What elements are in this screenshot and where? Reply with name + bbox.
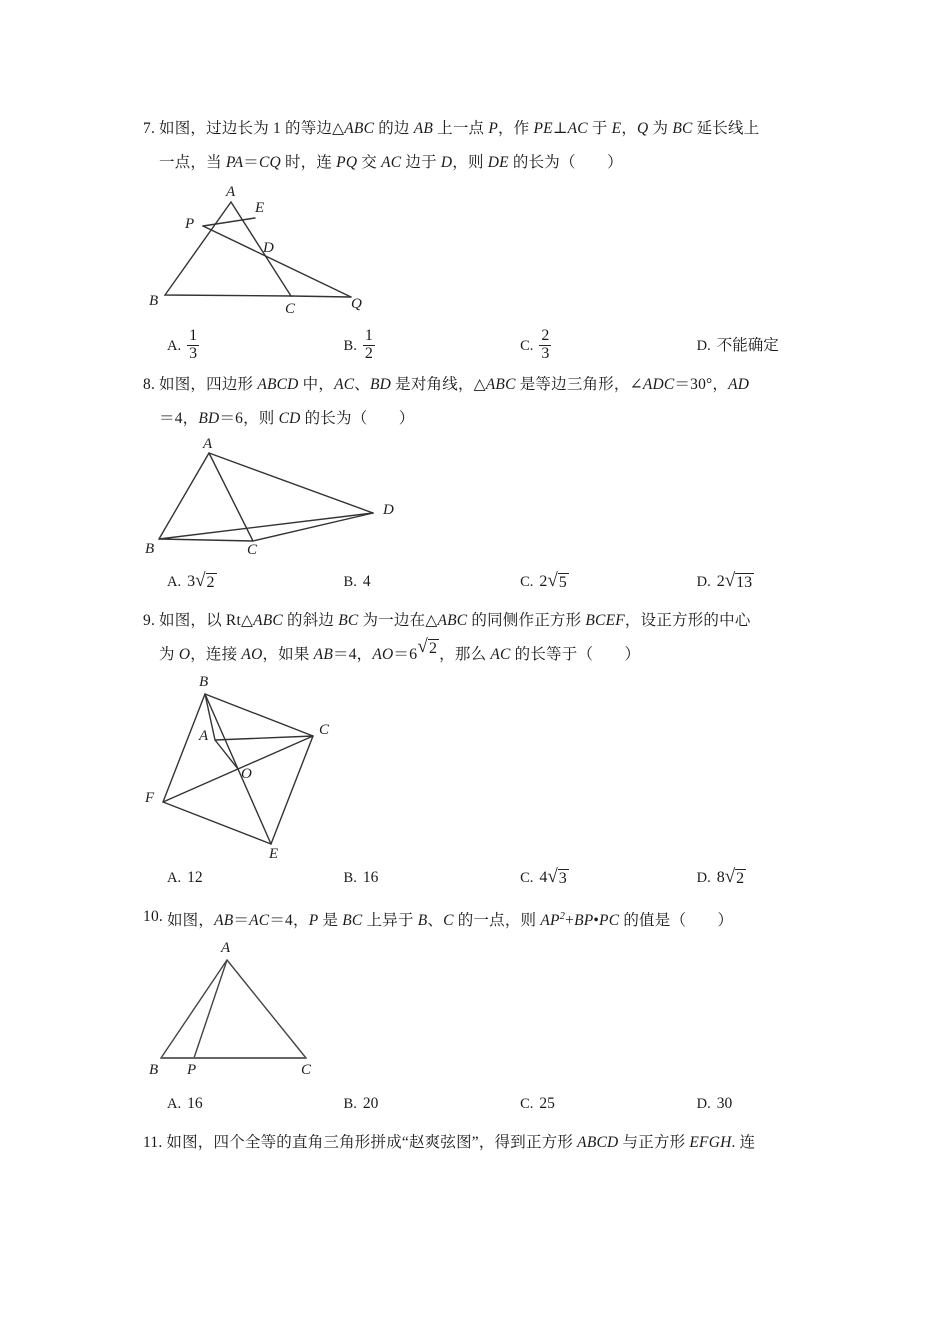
q7-option-a-label: A. [167, 338, 182, 354]
q9-l1-v1: ABC [253, 612, 283, 629]
q9-l2-v1: O [178, 646, 191, 663]
q7-option-d[interactable] [697, 326, 813, 366]
q9-l2-t0: 为 [159, 646, 179, 663]
q10-l1-t6: 的一点，则 [453, 912, 541, 930]
question-11-line-1 [143, 1126, 813, 1160]
q10-option-d-label: D. [696, 1096, 711, 1113]
q8-l1-t0: 如图，四边形 [159, 376, 258, 393]
q9-option-a-value: 12 [187, 869, 203, 886]
q10-option-c-label: C. [520, 1096, 534, 1113]
label-b: B [199, 674, 209, 690]
q7-l1-t5: 于 [587, 120, 612, 137]
q11-l1-v1: ABCD [577, 1134, 619, 1152]
label-p: P [185, 216, 195, 232]
label-f: F [145, 790, 155, 806]
q7-l1-v3: P [488, 120, 498, 137]
q8-option-c-label: C. [520, 574, 534, 590]
label-b: B [145, 541, 155, 557]
q10-l1-v4: BC [342, 912, 363, 930]
label-a: A [203, 436, 213, 452]
q9-sqrt-coef: 6 [409, 646, 418, 663]
question-7-text-line-1 [159, 112, 813, 146]
q10-l1-t7: + [565, 912, 575, 930]
question-7-line-1 [143, 112, 813, 146]
q10-l1-v8: BP [574, 912, 594, 930]
question-9-text-line-2 [159, 638, 813, 672]
question-9-line-2 [143, 638, 813, 672]
q9-option-d[interactable] [697, 858, 813, 898]
questions-container [143, 112, 813, 1160]
label-b: B [149, 293, 159, 309]
question-9 [143, 604, 813, 898]
question-9-text-line-1 [159, 604, 813, 638]
question-9-number: 9. [143, 612, 156, 629]
q7-option-d-label: D. [696, 338, 711, 354]
figure-q10-svg [143, 938, 373, 1078]
label-e: E [255, 200, 265, 216]
q9-l2-t1: ，连接 [190, 646, 242, 663]
question-7 [143, 112, 813, 366]
segment-ad-path [209, 453, 373, 513]
q11-l1-t2: . 连 [731, 1134, 756, 1152]
q10-l1-v6: C [443, 912, 454, 930]
q7-l2-t2: 时，连 [280, 154, 337, 171]
radical-icon: √ [547, 866, 558, 887]
q9-l2-v5: AC [490, 646, 511, 663]
segment-ap-path [194, 960, 227, 1058]
q9-option-b-label: B. [343, 870, 357, 886]
segment-db-path [159, 513, 373, 539]
q8-option-d-value [717, 572, 754, 592]
question-10-text-line-1 [167, 900, 813, 938]
q8-l1-v6: AD [728, 376, 750, 393]
question-9-line-1 [143, 604, 813, 638]
q10-l1-t5: 、 [427, 912, 444, 930]
q9-l2-t4: ＝ [393, 646, 410, 663]
question-8-text-line-2 [159, 402, 813, 436]
question-10-line-1 [143, 900, 813, 938]
q8-l2-v2: CD [278, 410, 301, 427]
q7-l2-t0: 一点，当 [159, 154, 226, 171]
q9-inline-sqrt [409, 638, 439, 672]
segment-dc-path [253, 513, 373, 541]
q10-option-b-value: 20 [362, 1095, 379, 1113]
q7-l2-t6: 的长为（ ） [508, 154, 623, 171]
q8-option-d-label: D. [696, 574, 711, 590]
q7-l2-v1: PA [225, 154, 244, 171]
question-7-options [143, 326, 813, 366]
label-q: Q [351, 296, 362, 312]
q9-l1-v3: ABC [437, 612, 468, 629]
question-10-number: 10. [143, 908, 163, 925]
q7-opt-b-denominator: 2 [364, 344, 373, 362]
q7-l1-v6: E [611, 120, 622, 137]
q10-option-c-value: 25 [539, 1095, 555, 1113]
question-9-options [143, 858, 813, 898]
q9-l2-t2: ，如果 [262, 646, 314, 663]
q7-l2-t4: 边于 [401, 154, 441, 171]
q7-option-b[interactable] [344, 326, 521, 366]
q7-l1-v1: ABC [344, 120, 375, 137]
segment-pq-path [203, 226, 351, 297]
q7-l1-t6: ， [621, 120, 638, 137]
q7-option-a[interactable] [167, 326, 344, 366]
question-8-line-2 [143, 402, 813, 436]
q7-l1-v4: PE [533, 120, 553, 137]
q7-l2-t5: ，则 [452, 154, 488, 171]
q10-l1-t2: ＝4， [269, 912, 309, 930]
q8-l2-t2: 的长为（ ） [300, 410, 415, 427]
q8-option-b[interactable] [344, 562, 521, 602]
q7-l2-v4: AC [381, 154, 402, 171]
q10-l1-v9: PC [599, 912, 620, 930]
q8-opt-c-coef: 2 [539, 573, 548, 590]
q10-option-c[interactable] [520, 1084, 697, 1124]
q9-option-d-value [717, 868, 746, 888]
q9-option-d-label: D. [696, 870, 711, 886]
q8-option-d[interactable] [697, 562, 813, 602]
question-10 [143, 900, 813, 1124]
figure-q9-svg [143, 672, 403, 862]
q9-l1-v2: BC [338, 612, 359, 629]
q9-l2-t3: ＝4， [333, 646, 373, 663]
question-8-figure [143, 436, 813, 556]
label-c: C [301, 1062, 312, 1079]
label-d: D [383, 502, 394, 518]
q8-l1-t3: 是对角线，△ [391, 376, 486, 393]
q7-l1-t4: ⊥ [552, 120, 568, 137]
question-8-line-1 [143, 368, 813, 402]
q7-l1-v2: AB [413, 120, 434, 137]
q10-option-a[interactable] [167, 1084, 344, 1124]
q9-l2-t5: ，那么 [439, 646, 491, 663]
q9-opt-d-coef: 8 [716, 869, 725, 886]
q7-option-d-value: 不能确定 [716, 337, 779, 354]
q7-option-b-label: B. [343, 338, 357, 354]
q7-l1-t2: 上一点 [433, 120, 489, 137]
q10-l1-t4: 上异于 [362, 912, 418, 930]
q9-l1-t0: 如图，以 Rt△ [159, 612, 254, 629]
q7-l1-t8: 延长线上 [692, 120, 760, 137]
q10-l1-t0: 如图， [166, 912, 215, 930]
q10-option-a-value: 16 [187, 1095, 203, 1113]
q7-opt-a-numerator: 1 [189, 327, 198, 345]
q8-option-a-label: A. [167, 574, 182, 590]
q8-option-a[interactable] [167, 562, 344, 602]
q8-opt-d-coef: 2 [716, 573, 725, 590]
q8-l2-t1: ＝6，则 [219, 410, 279, 427]
q9-l2-v2: AO [241, 646, 263, 663]
q8-opt-a-coef: 3 [187, 573, 196, 590]
question-7-line-2 [143, 146, 813, 180]
q10-option-b-label: B. [343, 1096, 357, 1113]
question-8-number: 8. [143, 376, 156, 393]
q10-l1-t8: • [593, 912, 600, 930]
q7-l1-v8: BC [672, 120, 693, 137]
q9-l2-v4: AO [372, 646, 394, 663]
segment-cq-path [291, 296, 351, 297]
q9-option-c-value [539, 868, 568, 888]
q10-l1-t1: ＝ [233, 912, 250, 930]
q9-l2-t6: 的长等于（ ） [510, 646, 641, 663]
label-b: B [149, 1062, 159, 1079]
q8-opt-d-radicand: 13 [736, 574, 753, 591]
q7-opt-c-numerator: 2 [541, 327, 550, 345]
q8-l1-v3: BD [370, 376, 392, 393]
q9-option-a[interactable] [167, 858, 344, 898]
q10-option-b[interactable] [344, 1084, 521, 1124]
q10-l1-v7: AP [540, 912, 560, 930]
q7-l1-t3: ，作 [497, 120, 534, 137]
radical-icon: √ [547, 570, 558, 591]
segment-pe-path [203, 218, 255, 226]
question-10-figure [143, 938, 813, 1078]
label-a: A [221, 940, 231, 957]
q9-l1-t1: 的斜边 [282, 612, 339, 629]
q9-l1-t2: 为一边在△ [358, 612, 438, 629]
q8-option-b-label: B. [343, 574, 357, 590]
q9-option-c-label: C. [520, 870, 534, 886]
radical-icon: √ [195, 570, 206, 591]
q11-l1-v2: EFGH [689, 1134, 732, 1152]
q9-sqrt-radicand: 2 [428, 640, 438, 657]
q8-option-c[interactable] [520, 562, 697, 602]
q8-l1-v2: AC [334, 376, 355, 393]
q9-opt-c-coef: 4 [539, 869, 548, 886]
label-d: D [263, 240, 274, 256]
q7-l1-v5: AC [567, 120, 588, 137]
q7-option-a-value [187, 328, 199, 362]
question-7-number: 7. [143, 120, 156, 137]
label-a: A [226, 184, 236, 200]
q10-l1-v5: B [417, 912, 428, 930]
q7-l2-v5: D [440, 154, 453, 171]
q7-opt-b-numerator: 1 [364, 327, 373, 345]
q9-l2-v3: AB [313, 646, 333, 663]
question-8-options [143, 562, 813, 602]
q7-l2-v6: DE [487, 154, 509, 171]
q8-l1-t4: 是等边三角形，∠ [515, 376, 643, 393]
q10-option-d[interactable] [697, 1084, 813, 1124]
q10-option-d-value: 30 [716, 1095, 733, 1113]
q7-l2-t1: ＝ [243, 154, 259, 171]
q7-l2-t3: 交 [357, 154, 382, 171]
q9-l1-t4: ，设正方形的中心 [624, 612, 751, 629]
label-c: C [285, 301, 296, 317]
q8-option-c-value [539, 572, 568, 592]
q7-l1-t7: 为 [648, 120, 673, 137]
q11-l1-t1: 与正方形 [618, 1134, 690, 1152]
q8-opt-a-radicand: 2 [206, 574, 215, 591]
q7-l2-v2: CQ [258, 154, 281, 171]
triangle-abc-path [161, 960, 306, 1058]
q9-l1-t3: 的同侧作正方形 [467, 612, 586, 629]
question-7-figure [143, 180, 813, 320]
question-7-text-line-2 [159, 146, 813, 180]
q7-l1-t1: 的边 [374, 120, 414, 137]
question-10-options [143, 1084, 813, 1124]
q7-option-c[interactable] [520, 326, 697, 366]
q9-option-b[interactable] [344, 858, 521, 898]
triangle-abc-path [159, 453, 253, 541]
figure-q7-svg [143, 180, 403, 320]
q8-opt-c-radicand: 5 [558, 574, 567, 591]
question-9-figure [143, 672, 813, 862]
q7-l1-t0: 如图，过边长为 1 的等边△ [159, 120, 345, 137]
question-8-text-line-1 [159, 368, 813, 402]
q9-l1-v4: BCEF [585, 612, 625, 629]
label-a: A [199, 728, 209, 744]
q10-l1-v3: P [308, 912, 319, 930]
q10-l1-v1: AB [214, 912, 234, 930]
q9-option-b-value: 16 [362, 869, 379, 886]
question-11 [143, 1126, 813, 1160]
q10-l1-exponent: 2 [559, 911, 566, 922]
q10-option-a-label: A. [167, 1096, 182, 1113]
q8-l1-v4: ABC [485, 376, 516, 393]
radical-icon: √ [724, 570, 736, 591]
q8-l2-t0: ＝4， [159, 410, 199, 427]
q8-l1-t2: 、 [354, 376, 370, 393]
q9-option-a-label: A. [167, 870, 182, 886]
q10-l1-t3: 是 [318, 912, 343, 930]
q8-l2-v1: BD [198, 410, 220, 427]
q9-option-c[interactable] [520, 858, 697, 898]
label-o: O [241, 766, 252, 782]
q7-opt-c-denominator: 3 [541, 344, 550, 362]
question-11-text-line-1 [166, 1126, 813, 1160]
label-c: C [247, 542, 258, 558]
radical-icon: √ [417, 636, 428, 657]
q9-opt-d-radicand: 2 [736, 870, 745, 887]
q8-l1-v1: ABCD [257, 376, 299, 393]
q8-l1-v5: ADC [642, 376, 675, 393]
q8-l1-t1: 中， [298, 376, 335, 393]
q11-l1-t0: 如图，四个全等的直角三角形拼成“赵爽弦图”，得到正方形 [166, 1134, 578, 1152]
q8-l1-t5: ＝30°， [674, 376, 729, 393]
figure-q8-svg [143, 436, 423, 556]
q7-l2-v3: PQ [336, 154, 358, 171]
question-8 [143, 368, 813, 602]
radical-icon: √ [724, 866, 736, 887]
label-c: C [319, 722, 330, 738]
q7-opt-a-denominator: 3 [189, 344, 198, 362]
q9-opt-c-radicand: 3 [558, 870, 567, 887]
q10-l1-v2: AC [249, 912, 270, 930]
q8-option-b-value: 4 [362, 573, 371, 590]
label-p: P [187, 1062, 197, 1079]
q7-option-c-label: C. [520, 338, 534, 354]
q7-option-b-value [363, 328, 375, 362]
q7-option-c-value [539, 328, 551, 362]
q8-option-a-value [187, 572, 216, 592]
q10-l1-t9: 的值是（ ） [619, 912, 734, 930]
q7-l1-v7: Q [637, 120, 649, 137]
label-e: E [269, 846, 279, 862]
question-11-number: 11. [143, 1134, 163, 1152]
